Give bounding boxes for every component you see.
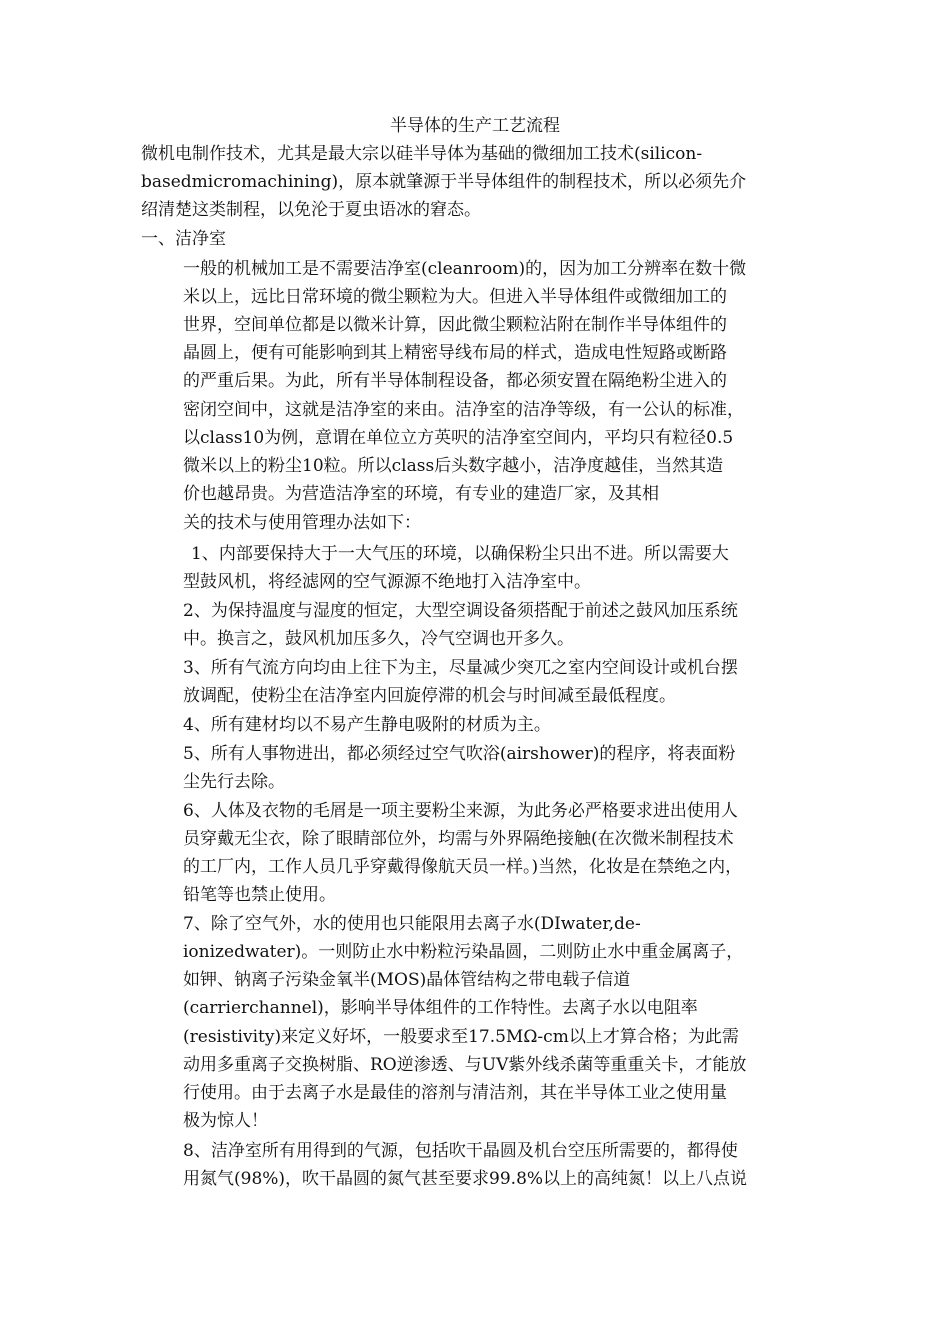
text-line: (carrierchannel)，影响半导体组件的工作特性。去离子水以电阻率: [183, 998, 698, 1018]
list-item: 3、所有气流方向均由上往下为主，尽量减少突兀之室内空间设计或机台摆: [183, 658, 738, 678]
section-heading: 一、洁净室: [141, 229, 226, 249]
list-item: 7、除了空气外，水的使用也只能限用去离子水(DIwater,de-: [183, 914, 641, 934]
document-title: 半导体的生产工艺流程: [390, 116, 560, 136]
text-line: 绍清楚这类制程，以免沦于夏虫语冰的窘态。: [141, 200, 481, 220]
text-line: 如钾、钠离子污染金氧半(MOS)晶体管结构之带电载子信道: [183, 970, 631, 990]
text-line: 尘先行去除。: [183, 772, 285, 792]
list-item: 2、为保持温度与湿度的恒定，大型空调设备须搭配于前述之鼓风加压系统: [183, 601, 738, 621]
text-line: 以class10为例，意谓在单位立方英呎的洁净室空间内，平均只有粒径0.5: [183, 428, 734, 448]
text-line: 晶圆上，便有可能影响到其上精密导线布局的样式，造成电性短路或断路: [183, 343, 727, 363]
text-line: 一般的机械加工是不需要洁净室(cleanroom)的，因为加工分辨率在数十微: [183, 259, 747, 279]
text-line: 极为惊人！: [183, 1111, 268, 1131]
list-item: 1、内部要保持大于一大气压的环境，以确保粉尘只出不进。所以需要大: [191, 544, 729, 564]
text-line: 中。换言之，鼓风机加压多久，冷气空调也开多久。: [183, 629, 574, 649]
text-line: 价也越昂贵。为营造洁净室的环境，有专业的建造厂家，及其相: [183, 484, 659, 504]
text-line: ionizedwater)。一则防止水中粉粒污染晶圆，二则防止水中重金属离子，: [183, 942, 744, 962]
list-item: 8、洁净室所有用得到的气源，包括吹干晶圆及机台空压所需要的，都得使: [183, 1141, 738, 1161]
text-line: (resistivity)来定义好坏，一般要求至17.5MΩ-cm以上才算合格；为此需: [183, 1027, 739, 1047]
text-line: 关的技术与使用管理办法如下：: [183, 513, 421, 533]
text-line: 型鼓风机，将经滤网的空气源源不绝地打入洁净室中。: [183, 572, 591, 592]
text-line: basedmicromachining)，原本就肇源于半导体组件的制程技术，所以必须先介: [141, 172, 747, 192]
text-line: 员穿戴无尘衣，除了眼睛部位外，均需与外界隔绝接触(在次微米制程技术: [183, 829, 734, 849]
text-line: 微米以上的粉尘10粒。所以class后头数字越小，洁净度越佳，当然其造: [183, 456, 724, 476]
text-line: 动用多重离子交换树脂、RO逆渗透、与UV紫外线杀菌等重重关卡，才能放: [183, 1055, 747, 1075]
text-line: 用氮气(98%)，吹干晶圆的氮气甚至要求99.8%以上的高纯氮！以上八点说: [183, 1169, 748, 1189]
text-line: 密闭空间中，这就是洁净室的来由。洁净室的洁净等级，有一公认的标准，: [183, 400, 744, 420]
text-line: 世界，空间单位都是以微米计算，因此微尘颗粒沾附在制作半导体组件的: [183, 315, 727, 335]
text-line: 铅笔等也禁止使用。: [183, 885, 336, 905]
text-line: 行使用。由于去离子水是最佳的溶剂与清洁剂，其在半导体工业之使用量: [183, 1083, 727, 1103]
text-line: 米以上，远比日常环境的微尘颗粒为大。但进入半导体组件或微细加工的: [183, 287, 727, 307]
list-item: 4、所有建材均以不易产生静电吸附的材质为主。: [183, 715, 551, 735]
text-line: 的工厂内，工作人员几乎穿戴得像航天员一样。)当然，化妆是在禁绝之内，: [183, 857, 743, 877]
list-item: 5、所有人事物进出，都必须经过空气吹浴(airshower)的程序，将表面粉: [183, 744, 736, 764]
text-line: 微机电制作技术，尤其是最大宗以硅半导体为基础的微细加工技术(silicon-: [141, 144, 703, 164]
text-line: 的严重后果。为此，所有半导体制程设备，都必须安置在隔绝粉尘进入的: [183, 371, 727, 391]
list-item: 6、人体及衣物的毛屑是一项主要粉尘来源，为此务必严格要求进出使用人: [183, 801, 738, 821]
text-line: 放调配，使粉尘在洁净室内回旋停滞的机会与时间减至最低程度。: [183, 686, 676, 706]
